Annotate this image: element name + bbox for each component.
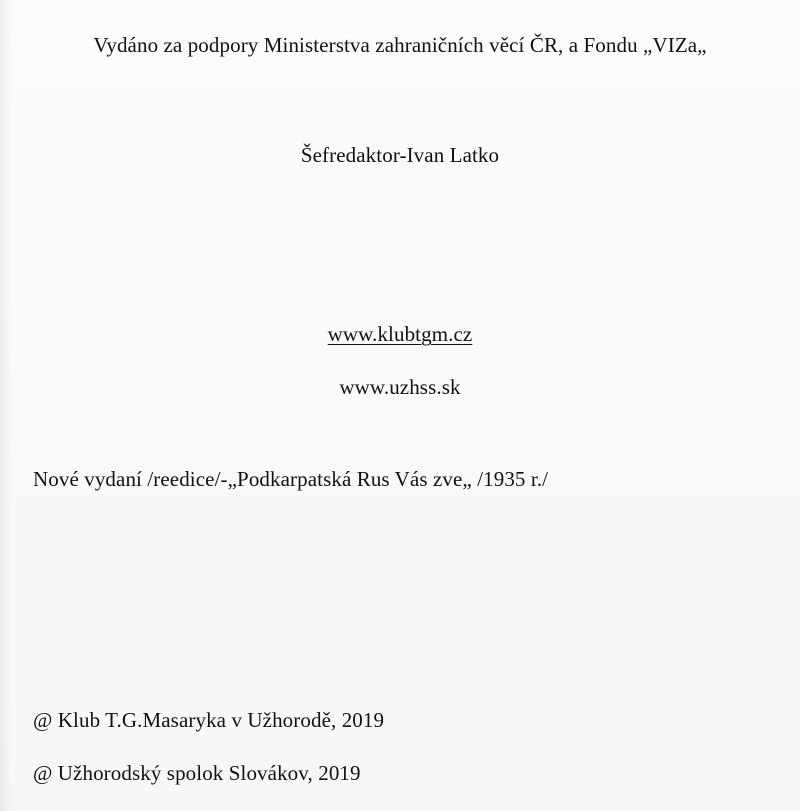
website-link-klubtgm[interactable]: www.klubtgm.cz <box>327 322 473 346</box>
editor-in-chief-line: Šefredaktor-Ivan Latko <box>300 143 500 167</box>
support-statement: Vydáno za podpory Ministerstva zahraničních věcí ČR, a Fondu „VIZa„ <box>93 33 707 57</box>
website-text-uzhss: www.uzhss.sk <box>339 375 461 399</box>
page-edge-shadow <box>0 0 12 811</box>
edition-note: Nové vydaní /reedice/-„Podkarpatská Rus Vás zve„ /1935 r./ <box>33 467 549 491</box>
copyright-line-2: @ Užhorodský spolok Slovákov, 2019 <box>33 761 361 785</box>
copyright-line-1: @ Klub T.G.Masaryka v Užhorodě, 2019 <box>33 708 385 732</box>
